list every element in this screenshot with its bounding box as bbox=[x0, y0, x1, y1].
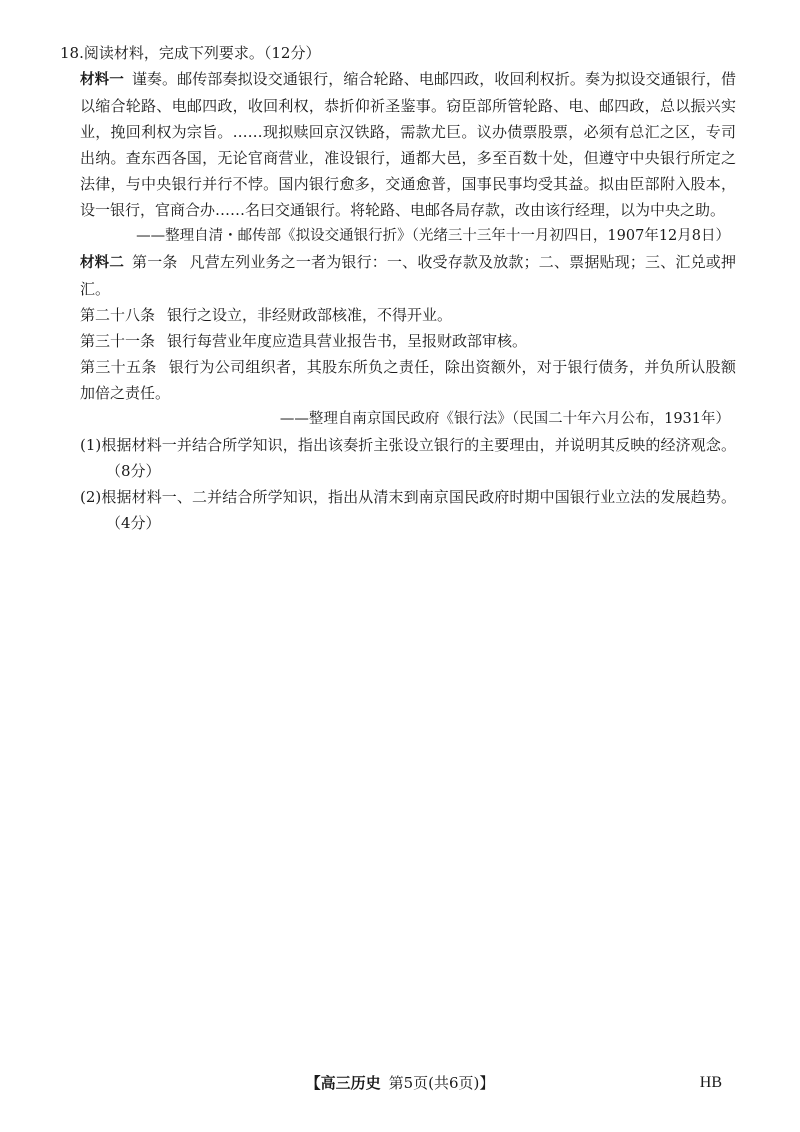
material-one-source: ——整理自清・邮传部《拟设交通银行折》（光绪三十三年十一月初四日，1907年12月8日） bbox=[136, 228, 730, 244]
sub-question-2: (2)根据材料一、二并结合所学知识，指出从清末到南京国民政府时期中国银行业立法的发展趋势。（4分） bbox=[80, 488, 736, 532]
material-two-label: 材料二 bbox=[80, 255, 125, 271]
article-text: 银行为公司组织者，其股东所负之责任，除出资额外，对于银行债务，并负所认股额加倍之责任。 bbox=[80, 358, 736, 402]
article-text: 银行每营业年度应造具营业报告书，呈报财政部审核。 bbox=[167, 332, 528, 350]
material-two-article-3 bbox=[60, 328, 736, 354]
material-two-article-2 bbox=[60, 302, 736, 328]
article-text: 银行之设立，非经财政部核准，不得开业。 bbox=[167, 306, 453, 324]
question-18 bbox=[60, 40, 736, 536]
footer-code: HB bbox=[699, 1074, 722, 1091]
page-footer bbox=[0, 1068, 800, 1098]
article-number: 第三十一条 bbox=[80, 332, 156, 350]
article-number: 第二十八条 bbox=[80, 306, 156, 324]
footer-subject: 【高三历史 bbox=[305, 1074, 381, 1092]
article-number: 第一条 bbox=[132, 253, 178, 271]
material-one-label: 材料一 bbox=[80, 72, 124, 88]
sub-question-1: (1)根据材料一并结合所学知识，指出该奏折主张设立银行的主要理由，并说明其反映的经济观念。（8分） bbox=[80, 436, 736, 480]
footer-page-number: 第5页(共6页)】 bbox=[388, 1074, 495, 1092]
article-text: 凡营左列业务之一者为银行：一、收受存款及放款；二、票据贴现；三、汇兑或押汇。 bbox=[80, 253, 736, 298]
material-two-article-4 bbox=[60, 354, 736, 406]
question-header: 18.阅读材料，完成下列要求。（12分） bbox=[60, 44, 321, 62]
footer-page-info bbox=[0, 1068, 800, 1098]
material-two-article-1 bbox=[60, 249, 736, 302]
material-one bbox=[60, 66, 736, 223]
material-one-text: 谨奏。邮传部奏拟设交通银行，缩合轮路、电邮四政，收回利权折。奏为拟设交通银行，借以缩合轮路、电邮四政，收回利权，恭折仰祈圣鉴事。窃臣部所管轮路、电、邮四政，总以振兴实业，挽回利权为宗旨。……现拟赎回京汉铁路，需款尤巨。议办债票股票，必须有总汇之区，专司出纳。查东西各国，无论官商营业，准设银行，通都大邑，多至百数十处，但遵守中央银行所定之法律，与中央银行并行不悖。国内银行愈多，交通愈普，国事民事均受其益。拟由臣部附入股本，设一银行，官商合办……名曰交通银行。将轮路、电邮各局存款，改由该行经理，以为中央之助。 bbox=[80, 70, 736, 219]
article-number: 第三十五条 bbox=[80, 358, 157, 376]
material-two-source: ——整理自南京国民政府《银行法》（民国二十年六月公布，1931年） bbox=[279, 411, 730, 427]
